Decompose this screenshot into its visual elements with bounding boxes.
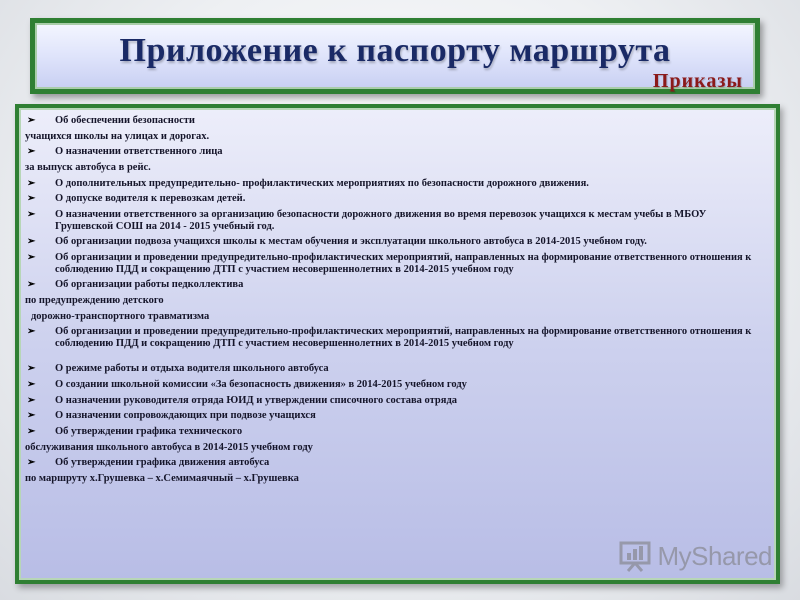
order-item: [25, 146, 766, 158]
arrow-bullet-icon: ➢: [27, 236, 36, 248]
order-text: по предупреждению детского: [25, 294, 164, 306]
order-text: Об утверждении графика технического: [55, 426, 243, 437]
watermark: [618, 538, 773, 574]
order-text: по маршруту х.Грушевка – х.Семимаячный – х.Грушевка: [25, 473, 299, 485]
arrow-bullet-icon: ➢: [27, 115, 36, 126]
order-item: [25, 326, 766, 349]
arrow-bullet-icon: ➢: [27, 410, 36, 422]
order-item: [25, 279, 766, 291]
arrow-bullet-icon: ➢: [27, 209, 36, 221]
order-item: [25, 311, 766, 323]
order-text: обслуживания школьного автобуса в 2014-2015 учебном году: [25, 441, 313, 453]
order-text: дорожно-транспортного травматизма: [31, 310, 210, 322]
order-item: [25, 473, 766, 485]
order-text: О назначении ответственного лица: [55, 146, 223, 158]
arrow-bullet-icon: ➢: [27, 252, 36, 263]
order-text: Об организации и проведении предупредительно-профилактических мероприятий, направленных на формирование ответственного отношения к соблюдению ПДД и сокращению ДТП с участием несовершеннолетних в 2014-2015 учебном году: [55, 252, 752, 275]
arrow-bullet-icon: ➢: [27, 146, 36, 158]
order-item: [25, 363, 766, 375]
order-item: [25, 457, 766, 469]
order-item: [25, 131, 766, 143]
order-text: Об организации и проведении предупредительно-профилактических мероприятий, направленных на формирование ответственного отношения к соблюдению ПДД и сокращению ДТП с участием несовершеннолетних в 2014-2015 учебном году: [55, 326, 752, 349]
arrow-bullet-icon: ➢: [27, 363, 36, 375]
arrow-bullet-icon: ➢: [27, 177, 36, 189]
arrow-bullet-icon: ➢: [27, 394, 36, 406]
order-item: [25, 162, 766, 174]
order-text: О назначении сопровождающих при подвозе учащихся: [55, 410, 316, 422]
order-item: [25, 395, 766, 407]
order-text: Об организации подвоза учащихся школы к местам обучения и эксплуатации школьного автобуса в 2014-2015 учебном году.: [55, 236, 647, 248]
order-item: [25, 379, 766, 391]
order-item: [25, 442, 766, 454]
order-item: [25, 209, 766, 232]
order-text: Об обеспечении безопасности: [55, 115, 195, 126]
presentation-board-icon: [618, 539, 652, 573]
order-item: [25, 410, 766, 422]
order-item: [25, 178, 766, 190]
order-item: [25, 426, 766, 438]
order-text: О создании школьной комиссии «За безопасность движения» в 2014-2015 учебном году: [55, 378, 467, 390]
arrow-bullet-icon: ➢: [27, 279, 36, 291]
order-text: учащихся школы на улицах и дорогах.: [25, 130, 210, 142]
order-item: [25, 252, 766, 275]
order-item: [25, 193, 766, 205]
order-text: Об утверждении графика движения автобуса: [55, 457, 270, 469]
order-item: [25, 115, 766, 127]
watermark-text: MyShared: [657, 540, 772, 571]
arrow-bullet-icon: ➢: [27, 193, 36, 205]
page-title: Приложение к паспорту маршрута: [119, 32, 671, 69]
arrow-bullet-icon: ➢: [27, 326, 36, 338]
orders-list: [25, 115, 766, 485]
order-item: [25, 295, 766, 307]
order-text: Об организации работы педколлектива: [55, 279, 244, 291]
arrow-bullet-icon: ➢: [27, 426, 36, 437]
order-text: О назначении руководителя отряда ЮИД и утверждении списочного состава отряда: [55, 394, 458, 406]
arrow-bullet-icon: ➢: [27, 378, 36, 390]
arrow-bullet-icon: ➢: [27, 457, 36, 469]
order-text: О режиме работы и отдыха водителя школьного автобуса: [55, 363, 329, 375]
orders-panel: [15, 104, 780, 584]
order-text: за выпуск автобуса в рейс.: [25, 162, 151, 174]
order-text: О дополнительных предупредительно- профилактических мероприятиях по безопасности дорожного движения.: [55, 177, 589, 189]
order-item: [25, 236, 766, 248]
order-text: О назначении ответственного за организацию безопасности дорожного движения во время перевозок учащихся к местам учебы в МБОУ Грушевской СОШ на 2014 - 2015 учебный год.: [55, 209, 707, 232]
order-text: О допуске водителя к перевозкам детей.: [55, 193, 246, 205]
title-banner: [30, 18, 760, 94]
page-subtitle: Приказы: [652, 70, 743, 92]
